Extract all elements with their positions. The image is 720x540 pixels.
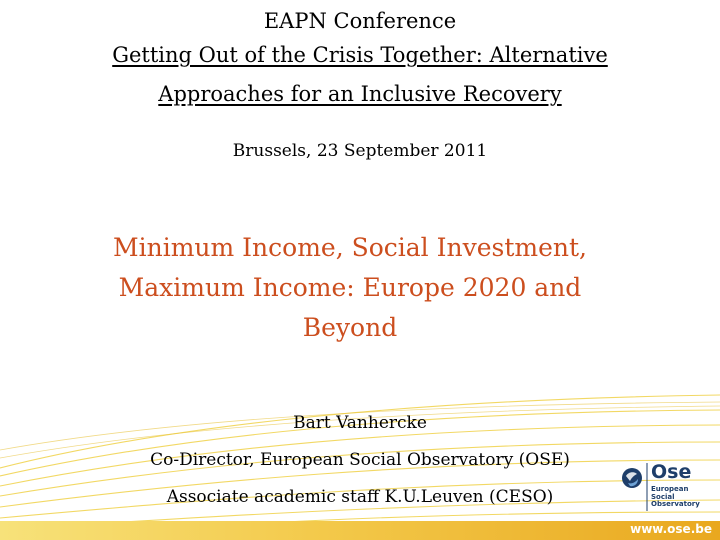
logo-line-1: European xyxy=(651,485,689,493)
place-date: Brussels, 23 September 2011 xyxy=(232,141,488,161)
website-link[interactable]: www.ose.be xyxy=(630,522,712,536)
conference-subtitle xyxy=(0,36,720,114)
author-block xyxy=(0,405,720,516)
logo-line-2: Social xyxy=(651,492,675,501)
title-line-2: Maximum Income: Europe 2020 and xyxy=(118,273,582,302)
conference-name: EAPN Conference xyxy=(263,9,457,33)
logo-name: Ose xyxy=(651,461,692,483)
footer-bar xyxy=(0,521,720,540)
title-line-3: Beyond xyxy=(302,313,398,342)
subtitle-line-2: Approaches for an Inclusive Recovery xyxy=(158,82,562,106)
author-role-2: Associate academic staff K.U.Leuven (CESO) xyxy=(166,487,554,507)
title-line-1: Minimum Income, Social Investment, xyxy=(113,233,587,262)
logo-line-3: Observatory xyxy=(651,500,700,508)
presentation-title xyxy=(70,228,630,348)
subtitle-line-1: Getting Out of the Crisis Together: Alternative xyxy=(112,43,608,67)
author-role-1: Co-Director, European Social Observatory (OSE) xyxy=(150,450,570,470)
author-name: Bart Vanhercke xyxy=(293,413,427,433)
logo-subtext xyxy=(651,486,700,509)
